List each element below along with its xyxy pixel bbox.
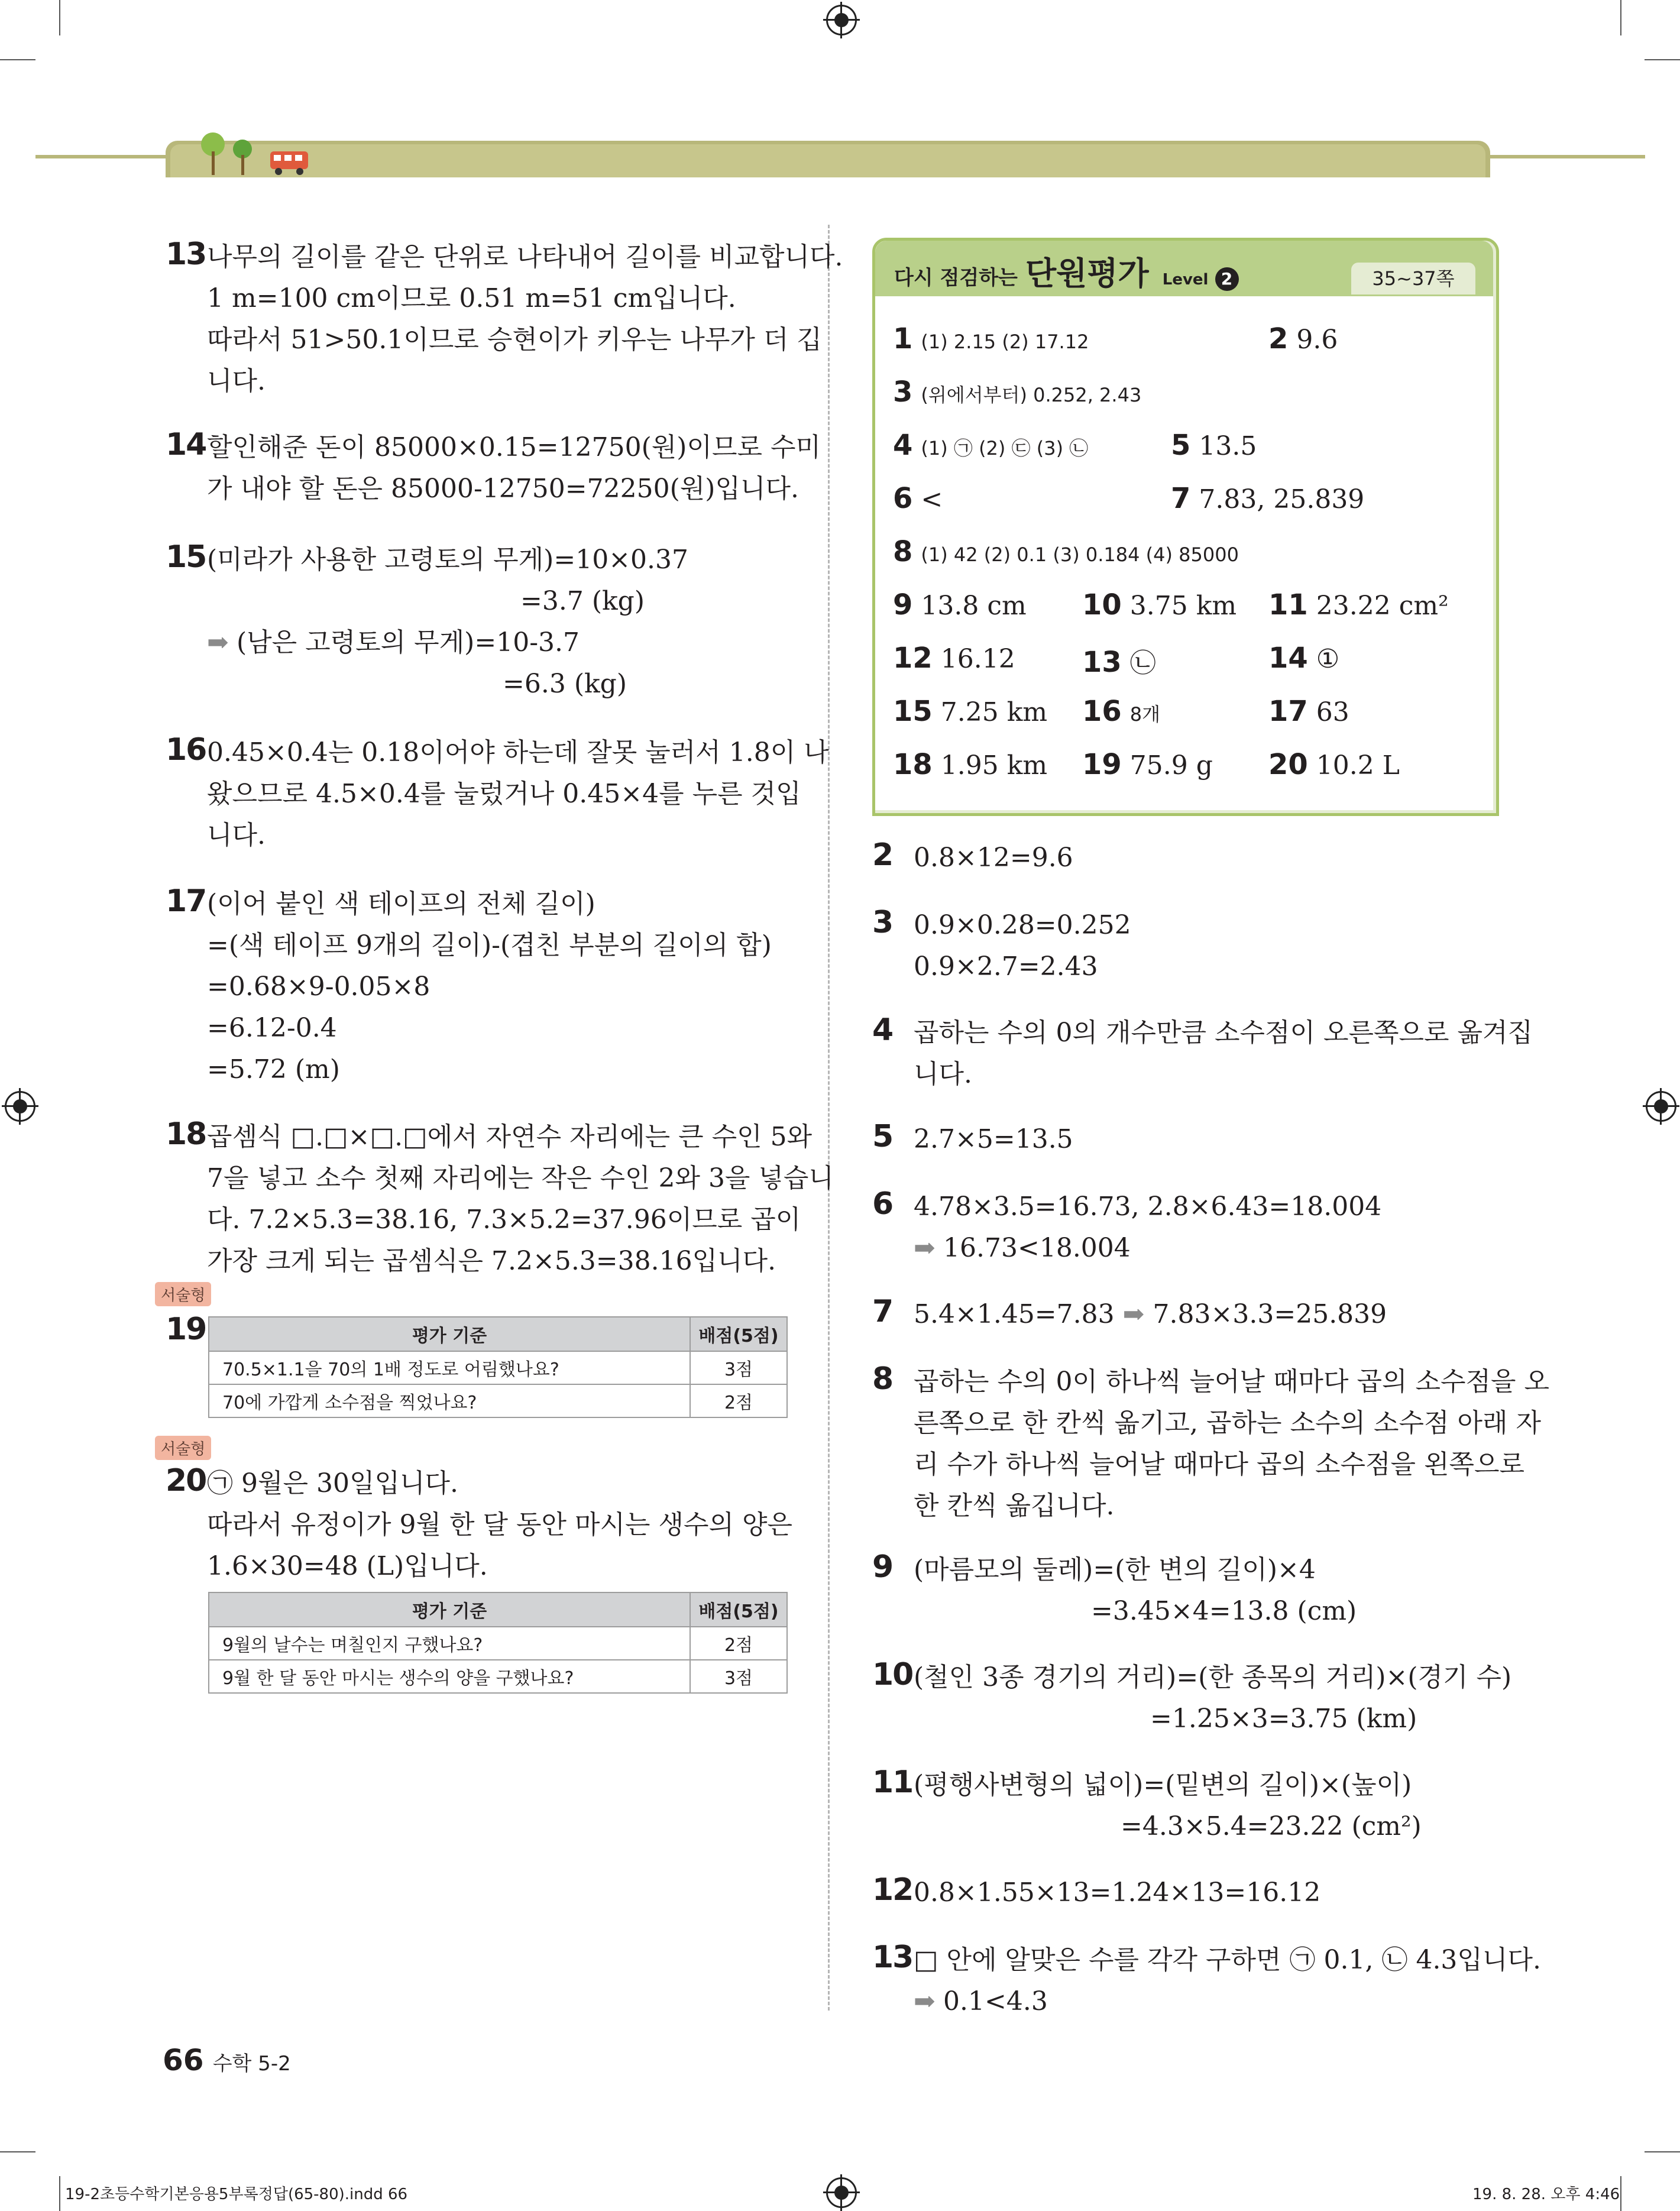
text-line: =3.7 (kg) xyxy=(520,586,645,616)
answer-12: 12 16.12 xyxy=(893,642,1015,675)
answer-7: 7 7.83, 25.839 xyxy=(1171,482,1365,515)
registration-mark-right xyxy=(1646,1091,1676,1122)
text-line: 곱하는 수의 0의 개수만큼 소수점이 오른쪽으로 옮겨집 xyxy=(914,1018,1533,1048)
bus-icon xyxy=(269,149,310,179)
arrow-icon: ➡ xyxy=(207,627,229,658)
answer-16: 16 8개 xyxy=(1082,695,1161,728)
text-line: 2.7×5=13.5 xyxy=(914,1124,1073,1154)
text-line: 0.8×1.55×13=1.24×13=16.12 xyxy=(914,1877,1321,1908)
question-number: 18 xyxy=(166,1116,206,1152)
answer-8: 8 (1) 42 (2) 0.1 (3) 0.184 (4) 85000 xyxy=(893,535,1239,568)
answer-13: 13 ㉡ xyxy=(1082,646,1156,679)
text-line: =4.3×5.4=23.22 (cm²) xyxy=(1121,1811,1422,1841)
question-number: 10 xyxy=(872,1657,913,1692)
table-cell: 3점 xyxy=(690,1660,787,1693)
table-header: 배점(5점) xyxy=(690,1317,787,1351)
text-line: 곱하는 수의 0이 하나씩 늘어날 때마다 곱의 소수점을 오 xyxy=(914,1367,1549,1397)
registration-mark-top xyxy=(826,5,857,35)
arrow-icon: ➡ xyxy=(914,1233,936,1263)
text-line: 다. 7.2×5.3=38.16, 7.3×5.2=37.96이므로 곱이 xyxy=(207,1205,801,1235)
text-line: 따라서 유정이가 9월 한 달 동안 마시는 생수의 양은 xyxy=(207,1510,792,1540)
answer-20: 20 10.2 L xyxy=(1268,748,1400,781)
crop-line xyxy=(1645,2151,1680,2152)
answer-9: 9 13.8 cm xyxy=(893,588,1027,621)
registration-mark-left xyxy=(5,1091,35,1122)
box-title-big: 단원평가 xyxy=(1025,255,1149,292)
answer-10: 10 3.75 km xyxy=(1082,588,1237,621)
arrow-icon: ➡ xyxy=(914,1986,936,2016)
text-line: (남은 고령토의 무게)=10-3.7 xyxy=(237,627,580,658)
level-number-badge: 2 xyxy=(1215,267,1239,291)
file-slug: 19-2초등수학기본응용5부록정답(65-80).indd 66 xyxy=(65,2186,408,2203)
text-line: (이어 붙인 색 테이프의 전체 길이) xyxy=(207,889,595,919)
question-number: 5 xyxy=(872,1119,893,1154)
text-line: (미라가 사용한 고령토의 무게)=10×0.37 xyxy=(207,545,689,575)
essay-tag: 서술형 xyxy=(155,1282,211,1306)
answer-14: 14 ① xyxy=(1268,642,1340,675)
crop-line xyxy=(59,0,60,35)
question-number: 12 xyxy=(872,1872,913,1908)
text-line: (마름모의 둘레)=(한 변의 길이)×4 xyxy=(914,1555,1316,1585)
answer-15: 15 7.25 km xyxy=(893,695,1048,728)
answer-6: 6 < xyxy=(893,482,943,515)
answer-4: 4 (1) ㉠ (2) ㉢ (3) ㉡ xyxy=(893,429,1089,462)
text-line: (철인 3종 경기의 거리)=(한 종목의 거리)×(경기 수) xyxy=(914,1662,1512,1692)
page-number: 66 xyxy=(163,2043,204,2077)
table-cell: 3점 xyxy=(690,1351,787,1384)
text-line: 0.8×12=9.6 xyxy=(914,843,1073,873)
answer-19: 19 75.9 g xyxy=(1082,748,1213,781)
text-line: ㉠ 9월은 30일입니다. xyxy=(207,1468,458,1498)
text-line: 가장 크게 되는 곱셈식은 7.2×5.3=38.16입니다. xyxy=(207,1246,776,1276)
table-header: 평가 기준 xyxy=(209,1592,690,1627)
text-line: 0.9×2.7=2.43 xyxy=(914,951,1098,982)
question-number: 13 xyxy=(166,237,206,272)
text-line: (평행사변형의 넓이)=(밑변의 길이)×(높이) xyxy=(914,1770,1412,1800)
text-line: 나무의 길이를 같은 단위로 나타내어 길이를 비교합니다. xyxy=(207,242,843,272)
crop-line xyxy=(59,2176,60,2211)
answer-2: 2 9.6 xyxy=(1268,322,1338,355)
question-number: 13 xyxy=(872,1940,913,1975)
text-line: 0.45×0.4는 0.18이어야 하는데 잘못 눌러서 1.8이 나 xyxy=(207,737,829,768)
text-line: 리 수가 하나씩 늘어날 때마다 곱의 소수점을 왼쪽으로 xyxy=(914,1449,1524,1480)
question-number: 3 xyxy=(872,905,893,940)
text-line: 4.78×3.5=16.73, 2.8×6.43=18.004 xyxy=(914,1192,1382,1222)
table-cell: 2점 xyxy=(690,1627,787,1660)
text-line: =3.45×4=13.8 (cm) xyxy=(1091,1596,1357,1626)
text-line: 할인해준 돈이 85000×0.15=12750(원)이므로 수미 xyxy=(207,432,821,462)
text-line: 0.1<4.3 xyxy=(943,1986,1048,2016)
level-label: Level xyxy=(1162,271,1209,289)
question-number: 7 xyxy=(872,1294,893,1329)
text-line: 16.73<18.004 xyxy=(943,1233,1131,1263)
text-line: 7.83×3.3=25.839 xyxy=(1153,1299,1387,1329)
criteria-table-19 xyxy=(208,1316,788,1418)
question-number: 16 xyxy=(166,732,206,768)
answer-11: 11 23.22 cm² xyxy=(1268,588,1449,621)
text-line: 니다. xyxy=(207,366,266,396)
text-line: 5.4×1.45=7.83 xyxy=(914,1299,1115,1329)
text-line: =6.3 (kg) xyxy=(503,669,627,699)
question-number: 15 xyxy=(166,539,206,575)
text-line: 가 내야 할 돈은 85000-12750=72250(원)입니다. xyxy=(207,474,799,504)
essay-tag: 서술형 xyxy=(155,1436,211,1460)
crop-line xyxy=(1620,0,1621,35)
table-cell: 9월 한 달 동안 마시는 생수의 양을 구했나요? xyxy=(209,1660,690,1693)
text-line: 따라서 51>50.1이므로 승현이가 키우는 나무가 더 깁 xyxy=(207,325,822,355)
text-line: 1 m=100 cm이므로 0.51 m=51 cm입니다. xyxy=(207,283,736,313)
text-line: 0.9×0.28=0.252 xyxy=(914,910,1131,940)
criteria-table-20 xyxy=(208,1592,788,1694)
print-date: 19. 8. 28. 오후 4:46 xyxy=(1472,2186,1620,2203)
registration-mark-bottom xyxy=(826,2177,857,2208)
header-tab-inner xyxy=(170,144,1485,177)
answer-1: 1 (1) 2.15 (2) 17.12 xyxy=(893,322,1089,355)
question-number: 4 xyxy=(872,1012,893,1048)
table-header: 배점(5점) xyxy=(690,1592,787,1627)
question-number: 6 xyxy=(872,1186,893,1222)
page-footer xyxy=(163,2043,291,2077)
question-number: 11 xyxy=(872,1765,913,1800)
text-line: =(색 테이프 9개의 길이)-(겹친 부분의 길이의 합) xyxy=(207,930,772,960)
answer-18: 18 1.95 km xyxy=(893,748,1048,781)
text-line: 니다. xyxy=(207,820,266,850)
arrow-icon: ➡ xyxy=(1122,1299,1145,1329)
text-line: =6.12-0.4 xyxy=(207,1013,337,1043)
crop-line xyxy=(0,2151,35,2152)
text-line: □ 안에 알맞은 수를 각각 구하면 ㉠ 0.1, ㉡ 4.3입니다. xyxy=(914,1945,1541,1975)
crop-line xyxy=(0,59,35,60)
book-title: 수학 5-2 xyxy=(212,2052,291,2076)
crop-line xyxy=(1645,59,1680,60)
answer-3: 3 (위에서부터) 0.252, 2.43 xyxy=(893,375,1142,409)
question-number: 20 xyxy=(166,1463,206,1498)
text-line: 한 칸씩 옮깁니다. xyxy=(914,1491,1115,1521)
question-number: 14 xyxy=(166,427,206,462)
text-line: =0.68×9-0.05×8 xyxy=(207,972,430,1002)
text-line: =5.72 (m) xyxy=(207,1054,340,1085)
question-number: 8 xyxy=(872,1361,893,1397)
table-cell: 70.5×1.1을 70의 1배 정도로 어림했나요? xyxy=(209,1351,690,1384)
table-cell: 2점 xyxy=(690,1384,787,1417)
text-line: 곱셈식 □.□×□.□에서 자연수 자리에는 큰 수인 5와 xyxy=(207,1122,813,1152)
text-line: 른쪽으로 한 칸씩 옮기고, 곱하는 소수의 소수점 아래 자 xyxy=(914,1408,1541,1438)
question-number-19: 19 xyxy=(166,1312,206,1347)
page-range-badge: 35~37쪽 xyxy=(1351,263,1475,294)
text-line: 왔으므로 4.5×0.4를 눌렀거나 0.45×4를 누른 것입 xyxy=(207,779,801,809)
text-line: =1.25×3=3.75 (km) xyxy=(1150,1704,1417,1734)
question-number: 9 xyxy=(872,1549,893,1585)
answer-17: 17 63 xyxy=(1268,695,1349,728)
box-title xyxy=(894,248,1239,294)
tree-icon xyxy=(195,131,266,181)
text-line: 니다. xyxy=(914,1059,972,1089)
question-number: 17 xyxy=(166,883,206,919)
table-cell: 9월의 날수는 며칠인지 구했나요? xyxy=(209,1627,690,1660)
table-header: 평가 기준 xyxy=(209,1317,690,1351)
box-title-small: 다시 점검하는 xyxy=(894,266,1018,290)
text-line: 1.6×30=48 (L)입니다. xyxy=(207,1551,488,1581)
answer-5: 5 13.5 xyxy=(1171,429,1257,462)
crop-line xyxy=(1620,2176,1621,2211)
table-cell: 70에 가깝게 소수점을 찍었나요? xyxy=(209,1384,690,1417)
question-number: 2 xyxy=(872,837,893,873)
text-line: 7을 넣고 소수 첫째 자리에는 작은 수인 2와 3을 넣습니 xyxy=(207,1163,834,1193)
